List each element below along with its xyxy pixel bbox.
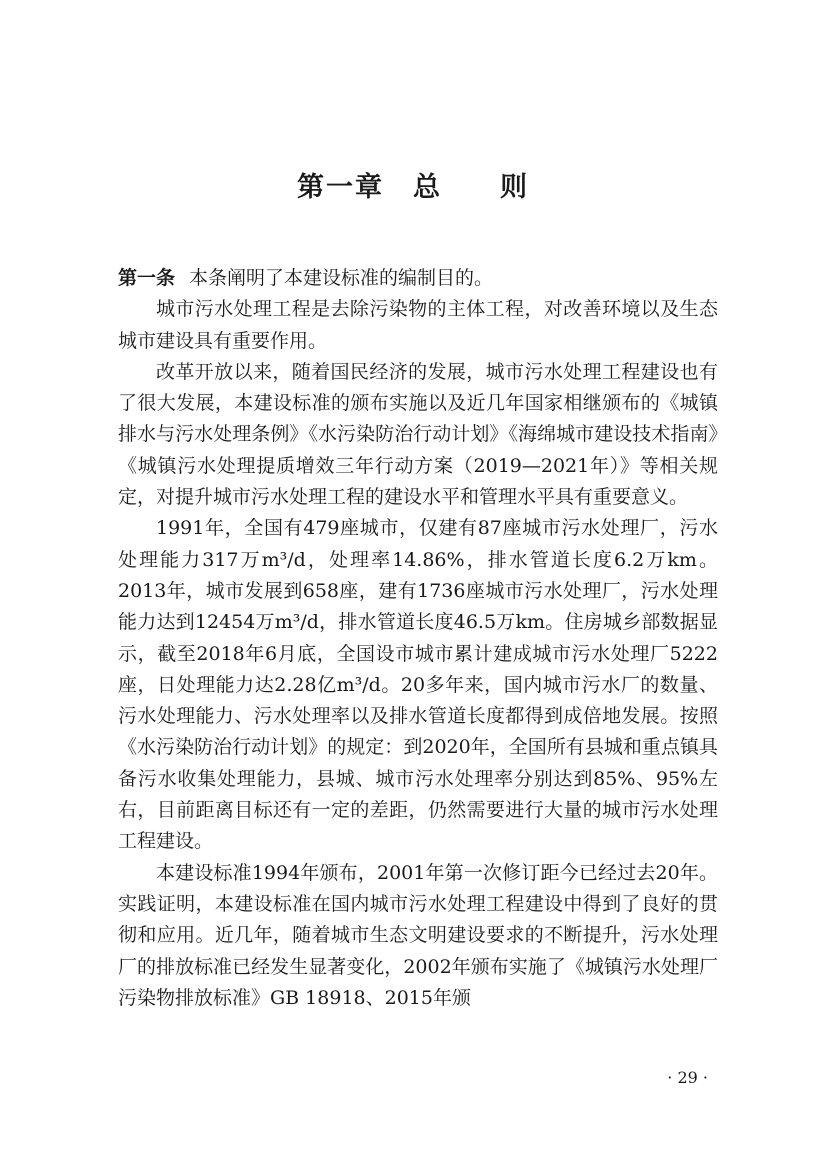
page-number: · 29 ·: [667, 1068, 708, 1087]
article-text: 本条阐明了本建设标准的编制目的。: [189, 267, 494, 289]
paragraph-4: 本建设标准1994年颁布，2001年第一次修订距今已经过去20年。实践证明，本建设标准在国内城市污水处理工程建设中得到了良好的贯彻和应用。近几年，随着城市生态文明建设要求的不断提升，污水处理厂的排放标准已经发生显著变化，2002年颁布实施了《城镇污水处理厂污染物排放标准》GB 18918、2015年颁: [118, 861, 718, 1009]
paragraph-1: 城市污水处理工程是去除污染物的主体工程，对改善环境以及生态城市建设具有重要作用。: [118, 298, 718, 352]
body-text: [118, 263, 718, 1014]
paragraph-2: 改革开放以来，随着国民经济的发展，城市污水处理工程建设也有了很大发展，本建设标准的颁布实施以及近几年国家相继颁布的《城镇排水与污水处理条例》《水污染防治行动计划》《海绵城市建设技术指南》《城镇污水处理提质增效三年行动方案（2019—2021年）》等相关规定，对提升城市污水处理工程的建设水平和管理水平具有重要意义。: [118, 360, 718, 509]
paragraph-3: 1991年，全国有479座城市，仅建有87座城市污水处理厂，污水处理能力317万m³/d，处理率14.86%，排水管道长度6.2万km。2013年，城市发展到658座，建有1736座城市污水处理厂，污水处理能力达到12454万m³/d，排水管道长度46.5万km。住房城乡部数据显示，截至2018年6月底，全国设市城市累计建成城市污水处理厂5222座，日处理能力达2.28亿m³/d。20多年来，国内城市污水厂的数量、污水处理能力、污水处理率以及排水管道长度都得到成倍地发展。按照《水污染防治行动计划》的规定：到2020年，全国所有县城和重点镇具备污水收集处理能力，县城、城市污水处理率分别达到85%、95%左右，目前距离目标还有一定的差距，仍然需要进行大量的城市污水处理工程建设。: [118, 517, 718, 853]
chapter-title: 第一章 总 则: [297, 172, 529, 203]
article-label: 第一条: [118, 267, 176, 289]
article-first: [118, 263, 718, 294]
